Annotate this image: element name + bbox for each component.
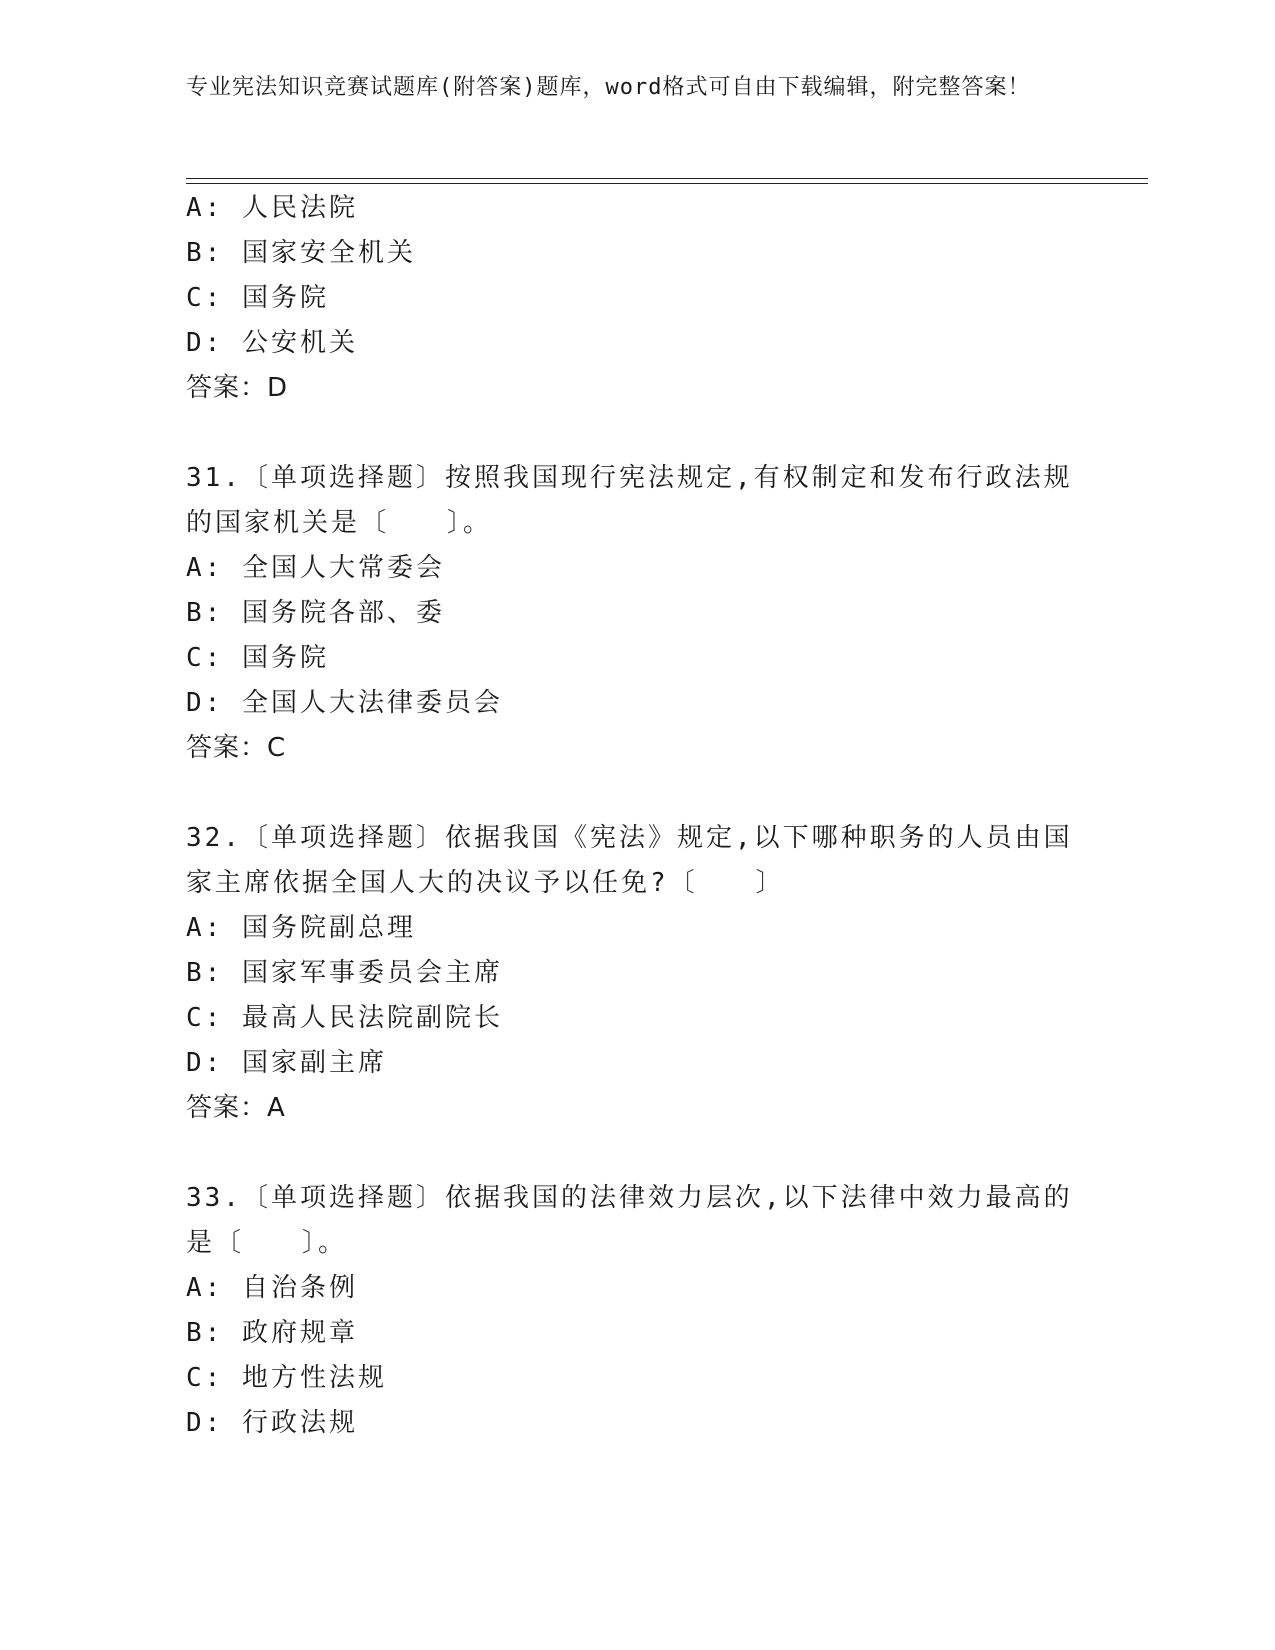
q32-stem-line2: 家主席依据全国人大的决议予以任免?〔 〕: [186, 868, 785, 898]
q31-option-a: A: 全国人大常委会: [186, 553, 445, 583]
q32-answer: 答案：A: [186, 1093, 286, 1123]
q33-option-a: A: 自治条例: [186, 1273, 358, 1303]
q30-option-c: C: 国务院: [186, 283, 329, 313]
header-divider-top: [186, 178, 1148, 179]
header-divider-bottom: [186, 183, 1148, 184]
q33-option-c: C: 地方性法规: [186, 1363, 387, 1393]
q31-answer: 答案：C: [186, 733, 287, 763]
q33-stem-line2: 是〔 〕。: [186, 1228, 348, 1258]
q31-stem-line2: 的国家机关是〔 〕。: [186, 508, 493, 538]
q31-stem-line1: 31.〔单项选择题〕按照我国现行宪法规定,有权制定和发布行政法规: [186, 463, 1073, 493]
q32-option-c: C: 最高人民法院副院长: [186, 1003, 503, 1033]
q30-option-d: D: 公安机关: [186, 328, 358, 358]
q33-stem-line1: 33.〔单项选择题〕依据我国的法律效力层次,以下法律中效力最高的: [186, 1183, 1073, 1213]
q30-option-a: A: 人民法院: [186, 193, 358, 223]
q32-option-a: A: 国务院副总理: [186, 913, 416, 943]
q32-option-d: D: 国家副主席: [186, 1048, 387, 1078]
q30-option-b: B: 国家安全机关: [186, 238, 416, 268]
q32-stem-line1: 32.〔单项选择题〕依据我国《宪法》规定,以下哪种职务的人员由国: [186, 823, 1073, 853]
q33-option-b: B: 政府规章: [186, 1318, 358, 1348]
q31-option-d: D: 全国人大法律委员会: [186, 688, 503, 718]
q30-answer: 答案：D: [186, 373, 289, 403]
q31-option-c: C: 国务院: [186, 643, 329, 673]
q33-option-d: D: 行政法规: [186, 1408, 358, 1438]
q31-option-b: B: 国务院各部、委: [186, 598, 445, 628]
q32-option-b: B: 国家军事委员会主席: [186, 958, 503, 988]
document-header: 专业宪法知识竞赛试题库(附答案)题库，word格式可自由下载编辑，附完整答案！: [186, 75, 1031, 100]
